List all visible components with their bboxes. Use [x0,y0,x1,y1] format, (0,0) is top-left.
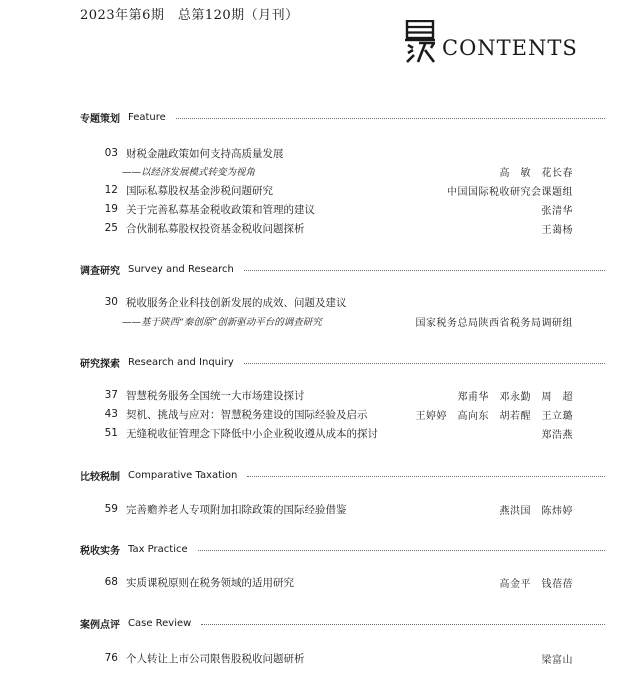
toc-subtitle [114,313,573,329]
page-number: 03 [104,147,118,159]
page-number: 51 [104,427,118,439]
dotted-leader [201,624,605,625]
page-number: 30 [104,296,118,308]
section-header-survey [80,261,605,277]
section-header-comparative [80,467,605,483]
toc-entry[interactable] [97,145,573,161]
dotted-leader [244,363,605,364]
section-title-en: Survey and Research [128,263,234,275]
toc-entry[interactable] [97,574,573,590]
section-title-zh: 比较税制 [80,471,120,483]
section-title-en: Comparative Taxation [128,469,238,481]
section-header-research [80,354,605,370]
section-header-feature [80,109,605,125]
section-title-zh: 税收实务 [80,545,120,557]
dotted-leader [247,476,605,477]
article-author: 高金平 钱蓓蓓 [499,578,573,590]
article-title: 完善赡养老人专项附加扣除政策的国际经验借鉴 [126,503,347,516]
toc-entry[interactable] [97,182,573,198]
page-number: 19 [104,203,118,215]
section-title-zh: 专题策划 [80,113,120,125]
toc-entry[interactable] [97,294,573,310]
article-author: 中国国际税收研究会课题组 [447,186,573,198]
article-subtitle: ——基于陕西“秦创原”创新驱动平台的调查研究 [122,317,322,328]
section-title-zh: 研究探索 [80,358,120,370]
page-number: 37 [104,389,118,401]
section-title-zh: 调查研究 [80,265,120,277]
article-author: 国家税务总局陕西省税务局调研组 [415,317,573,329]
page-number: 76 [104,652,118,664]
article-author: 郑浩燕 [541,429,573,441]
section-header-practice [80,541,605,557]
section-title-en: Case Review [128,617,192,629]
page-number: 59 [104,503,118,515]
article-title: 契机、挑战与应对：智慧税务建设的国际经验及启示 [126,408,368,421]
article-author: 高 敏 花长春 [499,167,573,179]
article-author: 王蔼杨 [541,224,573,236]
dotted-leader [176,118,605,119]
toc-entry[interactable] [97,220,573,236]
section-title-zh: 案例点评 [80,619,120,631]
contents-heading: CONTENTS [442,36,578,60]
toc-entry[interactable] [97,387,573,403]
article-author: 燕洪国 陈炜婷 [499,505,573,517]
article-subtitle: ——以经济发展模式转变为视角 [122,167,256,178]
section-header-case-review [80,615,605,631]
article-author: 郑甫华 邓永勤 周 超 [457,391,573,403]
page-number: 43 [104,408,118,420]
article-author: 梁富山 [541,654,573,666]
article-author: 王婷婷 高向东 胡若醒 王立璐 [415,410,573,422]
dotted-leader [244,270,605,271]
page-number: 25 [104,222,118,234]
article-title: 关于完善私募基金税收政策和管理的建议 [126,203,315,216]
article-author: 张清华 [541,205,573,217]
article-title: 智慧税务服务全国统一大市场建设探讨 [126,389,305,402]
article-title: 个人转让上市公司限售股税收问题研析 [126,652,305,665]
toc-subtitle [114,163,573,179]
article-title: 实质课税原则在税务领域的适用研究 [126,576,294,589]
issue-line: 2023年第6期 总第120期（月刊） [80,8,299,23]
section-title-en: Research and Inquiry [128,356,234,368]
article-title: 无缝税收征管理念下降低中小企业税收遵从成本的探讨 [126,427,378,440]
toc-entry[interactable] [97,501,573,517]
dotted-leader [198,550,605,551]
toc-entry[interactable] [97,201,573,217]
section-title-en: Feature [128,111,166,123]
article-title: 财税金融政策如何支持高质量发展 [126,147,284,160]
article-title: 国际私募股权基金涉税问题研究 [126,184,273,197]
section-title-en: Tax Practice [128,543,188,555]
toc-entry[interactable] [97,650,573,666]
toc-entry[interactable] [97,425,573,441]
article-title: 合伙制私募股权投资基金税收问题探析 [126,222,305,235]
contents-logo-icon [405,20,435,64]
article-title: 税收服务企业科技创新发展的成效、问题及建议 [126,296,347,309]
page-number: 68 [104,576,118,588]
page-number: 12 [104,184,118,196]
toc-entry[interactable] [97,406,573,422]
